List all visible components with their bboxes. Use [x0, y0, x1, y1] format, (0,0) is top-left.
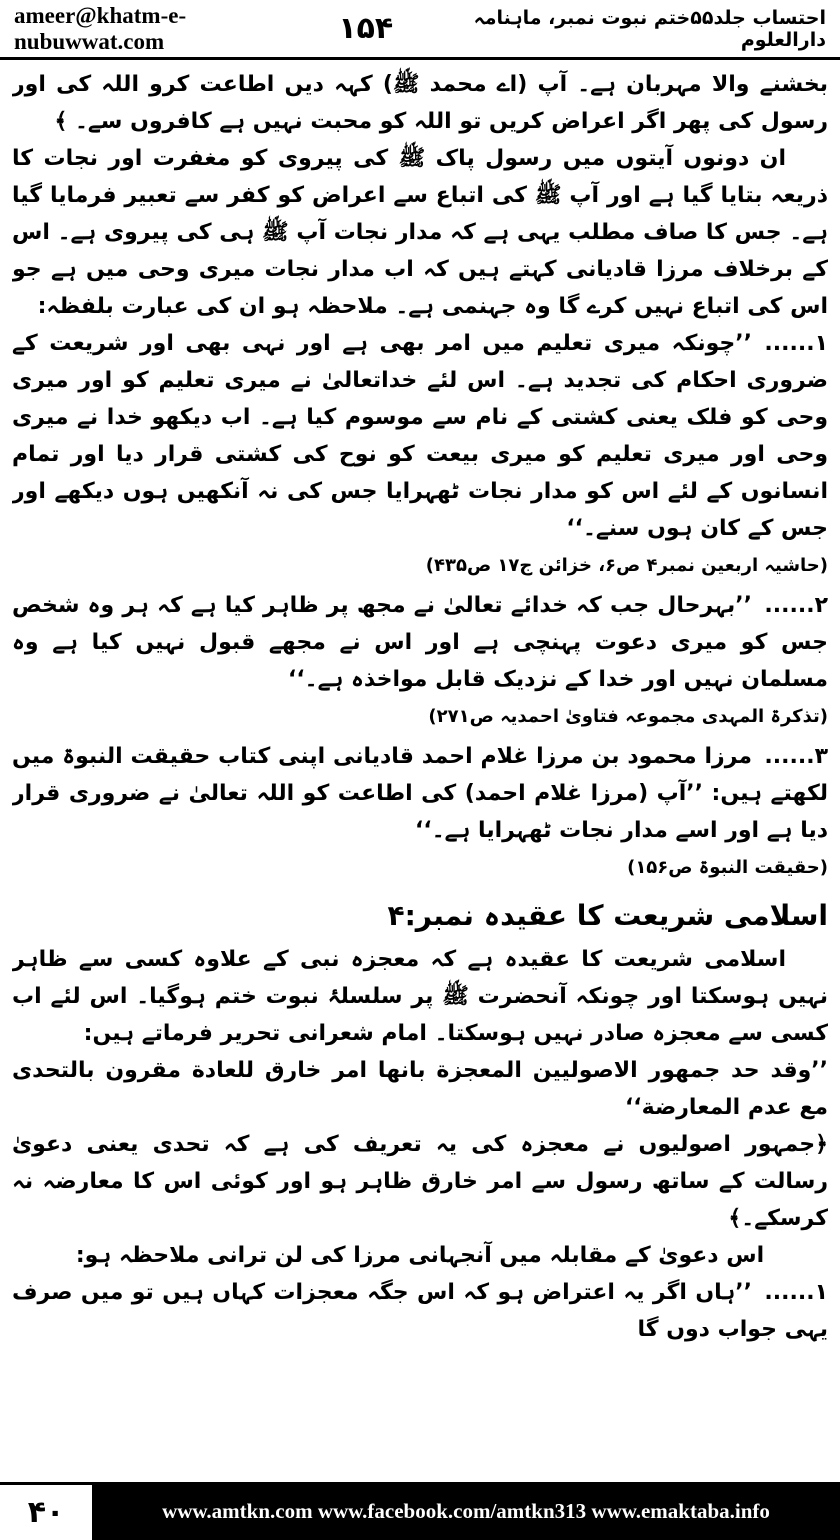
header-left: [14, 3, 393, 55]
page-header: [0, 0, 840, 60]
footer-page-number: ۴۰: [0, 1482, 92, 1540]
paragraph-3: اسلامی شریعت کا عقیدہ ہے کہ معجزہ نبی کے علاوہ کسی سے ظاہر نہیں ہوسکتا اور چونکہ آنحضرت ﷺ پر سلسلۂ نبوت ختم ہوگیا۔ اس لئے اب کسی سے معجزہ صادر نہیں ہوسکتا۔ امام شعرانی تحریر فرماتے ہیں:: [12, 947, 828, 1046]
page-footer: [0, 1482, 840, 1540]
quote-number: ۲......: [764, 593, 828, 618]
quote-4: [12, 1274, 828, 1348]
footer-links: www.amtkn.com www.facebook.com/amtkn313 www.emaktaba.info: [92, 1482, 840, 1540]
quote-3: [12, 738, 828, 849]
paragraph-2: ان دونوں آیتوں میں رسول پاک ﷺ کی پیروی کو مغفرت اور نجات کا ذریعہ بتایا گیا ہے اور آپ ﷺ کی اتباع سے اعراض کو کفر سے تعبیر فرمایا گیا ہے۔ جس کا صاف مطلب یہی ہے کہ مدار نجات آپ ﷺ ہی کی پیروی ہے۔ اس کے برخلاف مرزا قادیانی کہتے ہیں کہ اب مدار نجات میری وحی میں ہے جو اس کی اتباع نہیں کرے گا وہ جہنمی ہے۔ ملاحظہ ہو ان کی عبارت بلفظہ:: [12, 146, 828, 319]
reference-3: (حقیقت النبوۃ ص۱۵۶): [627, 857, 828, 878]
quote-text: مرزا محمود بن مرزا غلام احمد قادیانی اپنی کتاب حقیقت النبوۃ میں لکھتے ہیں: ’’آپ (مرزا غلام احمد) کی اطاعت کو اللہ تعالیٰ نے ضروری قرار دیا ہے اور اسے مدار نجات ٹھہرایا ہے۔‘‘: [12, 744, 828, 843]
reference-1: (حاشیہ اربعین نمبر۴ ص۶، خزائن ج۱۷ ص۴۳۵): [425, 555, 828, 576]
paragraph-4: ﴿جمہور اصولیوں نے معجزہ کی یہ تعریف کی ہے کہ تحدی یعنی دعویٰ رسالت کے ساتھ رسول سے امر خارق ظاہر ہو اور کوئی اس کا معارضہ نہ کرسکے۔﴾: [12, 1132, 828, 1231]
header-journal-title: احتساب جلد۵۵ختم نبوت نمبر، ماہنامہ دارالعلوم: [473, 6, 826, 51]
quote-text: ’’چونکہ میری تعلیم میں امر بھی ہے اور نہی بھی اور شریعت کے ضروری احکام کی تجدید ہے۔ اس لئے خداتعالیٰ نے میری تعلیم کو اور میری وحی کو فلک یعنی کشتی کے نام سے موسوم کیا ہے۔ اب دیکھو خدا نے میری وحی اور میری تعلیم کو میری بیعت کو نوح کی کشتی قرار دیا اور تمام انسانوں کے لئے اس کو مدار نجات ٹھہرایا جس کی نہ آنکھیں ہوں دیکھے اور جس کے کان ہوں سنے۔‘‘: [12, 331, 828, 541]
quote-text: ’’بہرحال جب کہ خدائے تعالیٰ نے مجھ پر ظاہر کیا ہے کہ ہر وہ شخص جس کو میری دعوت پہنچی ہے اور اس نے مجھے قبول نہیں کیا ہے وہ مسلمان نہیں اور خدا کے نزدیک قابل مواخذہ ہے۔‘‘: [12, 593, 828, 692]
quote-number: ۱......: [764, 331, 828, 356]
paragraph-5: اس دعویٰ کے مقابلہ میں آنجہانی مرزا کی لن ترانی ملاحظہ ہو:: [75, 1243, 765, 1268]
paragraph-1: بخشنے والا مہربان ہے۔ آپ (اے محمد ﷺ) کہہ دیں اطاعت کرو اللہ کی اور رسول کی پھر اگر اعراض کریں تو اللہ کو محبت نہیں ہے کافروں سے۔ ﴾: [12, 72, 828, 134]
quote-1: [12, 325, 828, 547]
quote-2: [12, 587, 828, 698]
quote-number: ۳......: [764, 744, 828, 769]
quote-number: ۱......: [764, 1280, 828, 1305]
page-content: [12, 66, 828, 1456]
quote-text: ’’ہاں اگر یہ اعتراض ہو کہ اس جگہ معجزات کہاں ہیں تو میں صرف یہی جواب دوں گا: [12, 1280, 828, 1342]
header-page-number: ۱۵۴: [338, 11, 394, 46]
header-email: ameer@khatm-e-nubuwwat.com: [14, 2, 187, 54]
section-heading: اسلامی شریعت کا عقیدہ نمبر:۴: [387, 899, 828, 932]
arabic-quote: ’’وقد حد جمهور الاصوليين المعجزة بانها امر خارق للعادة مقرون بالتحدی مع عدم المعارضة‘‘: [12, 1058, 828, 1120]
reference-2: (تذکرۃ المہدی مجموعہ فتاویٰ احمدیہ ص۲۷۱): [428, 706, 828, 727]
